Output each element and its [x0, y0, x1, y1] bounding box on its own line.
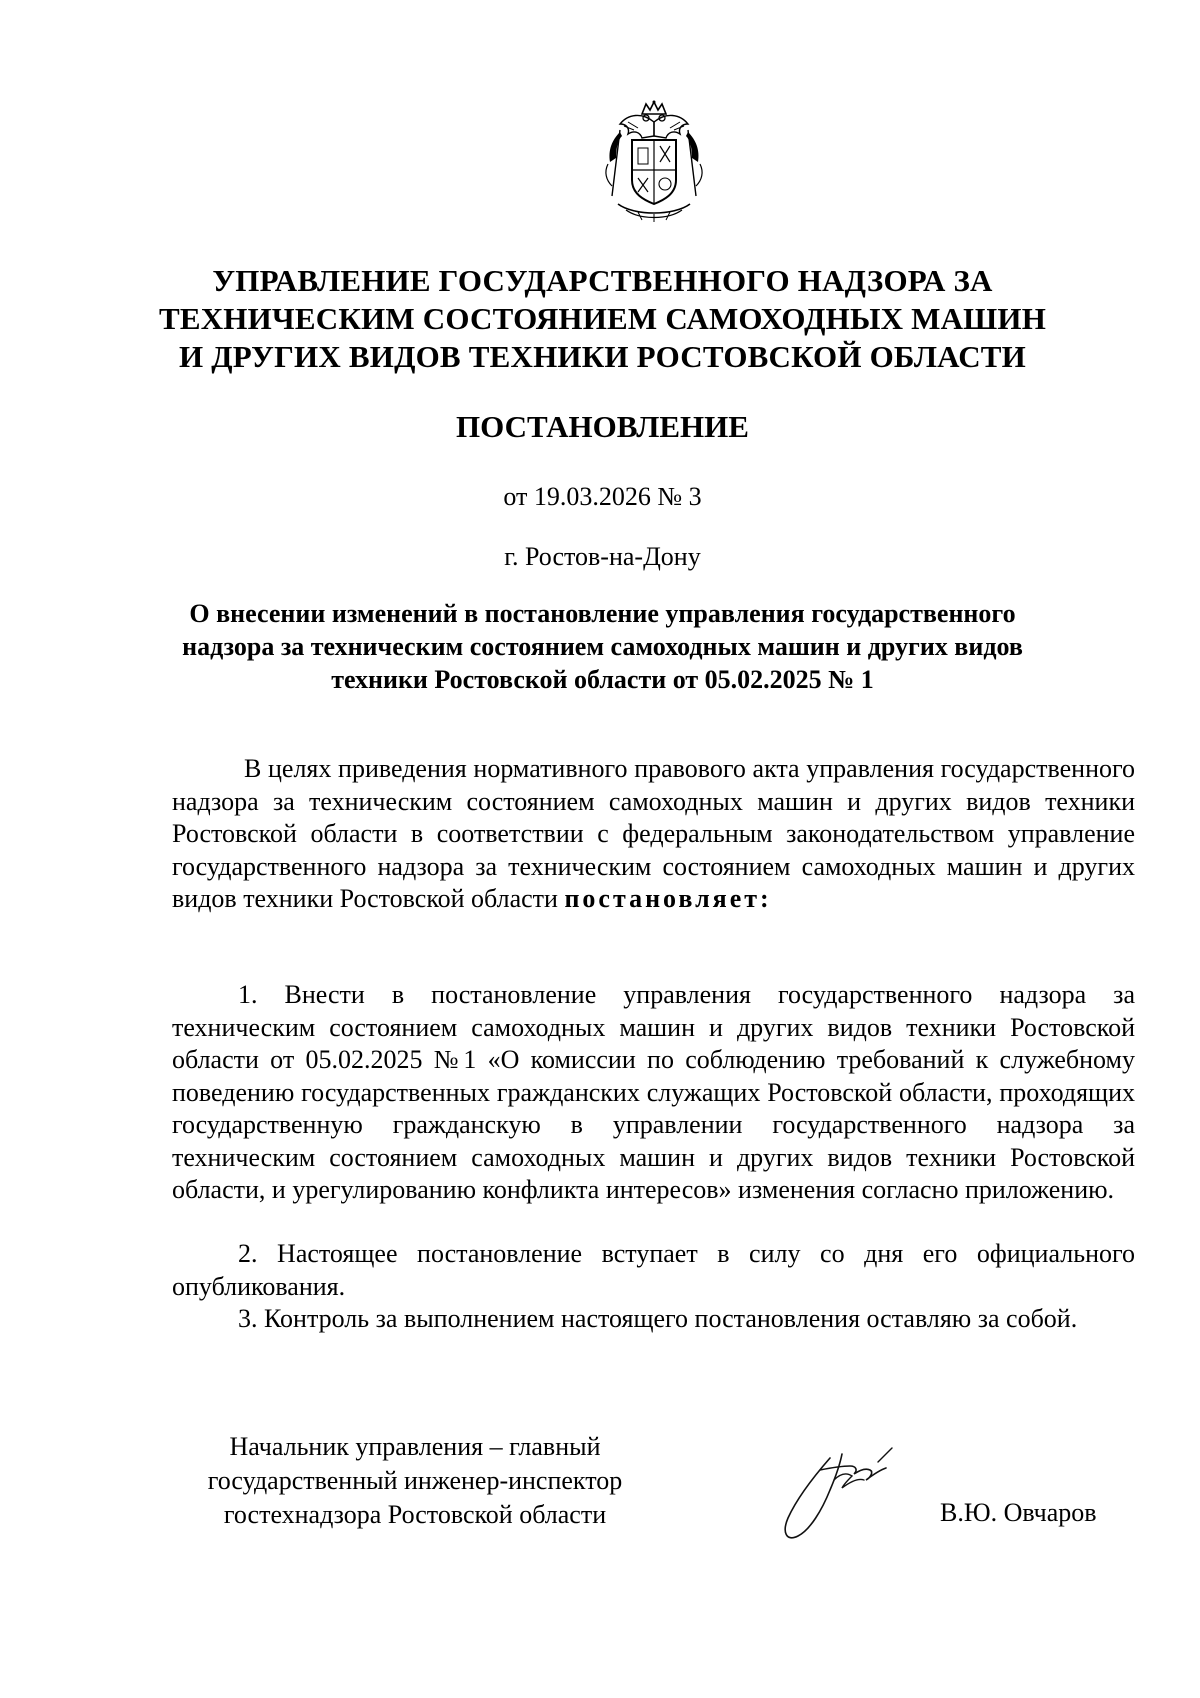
signer-position-line-3: гостехнадзора Ростовской области: [223, 1500, 607, 1529]
signer-position-line-2: государственный инженер-инспектор: [207, 1466, 623, 1495]
document-city: г. Ростов-на-Дону: [504, 542, 701, 571]
document-date-number: от 19.03.2026 № 3: [503, 482, 702, 511]
document-type: ПОСТАНОВЛЕНИЕ: [456, 409, 749, 444]
handwritten-signature-icon: [770, 1440, 900, 1545]
decree-word: постановляет:: [564, 884, 772, 913]
decree-item-3: 3. Контроль за выполнением настоящего постановления оставляю за собой.: [238, 1304, 1078, 1333]
preamble-paragraph: [172, 753, 1135, 916]
signer-position: [170, 1430, 660, 1532]
coat-of-arms-icon: [598, 100, 710, 222]
preamble-text: В целях приведения нормативного правового акта управления государственного надзора за техническим состоянием самоходных машин и других видов техники Ростовской области в соответствии с федеральным законодательством управление государственного надзора за техническим состоянием самоходных машин и других видов техники Ростовской области: [172, 754, 1135, 913]
decree-item-1: 1. Внести в постановление управления государственного надзора за техническим состоянием самоходных машин и других видов техники Ростовской области от 05.02.2025 №1 «О комиссии по соблюдению требований к служебному поведению государственных гражданских служащих Ростовской области, проходящих государственную гражданскую в управлении государственного надзора за техническим состоянием самоходных машин и других видов техники Ростовской области, и урегулированию конфликта интересов» изменения согласно приложению.: [172, 980, 1135, 1204]
signer-position-line-1: Начальник управления – главный: [229, 1432, 601, 1461]
document-subject: О внесении изменений в постановление управления государственного надзора за техническим состоянием самоходных машин и других видов техники Ростовской области от 05.02.2025 № 1: [182, 599, 1023, 694]
decree-item-2: 2. Настоящее постановление вступает в силу со дня его официального опубликования.: [172, 1239, 1135, 1301]
organization-title: УПРАВЛЕНИЕ ГОСУДАРСТВЕННОГО НАДЗОРА ЗА ТЕХНИЧЕСКИМ СОСТОЯНИЕМ САМОХОДНЫХ МАШИН И ДРУГИХ ВИДОВ ТЕХНИКИ РОСТОВСКОЙ ОБЛАСТИ: [158, 263, 1047, 374]
signer-name: В.Ю. Овчаров: [940, 1498, 1097, 1527]
